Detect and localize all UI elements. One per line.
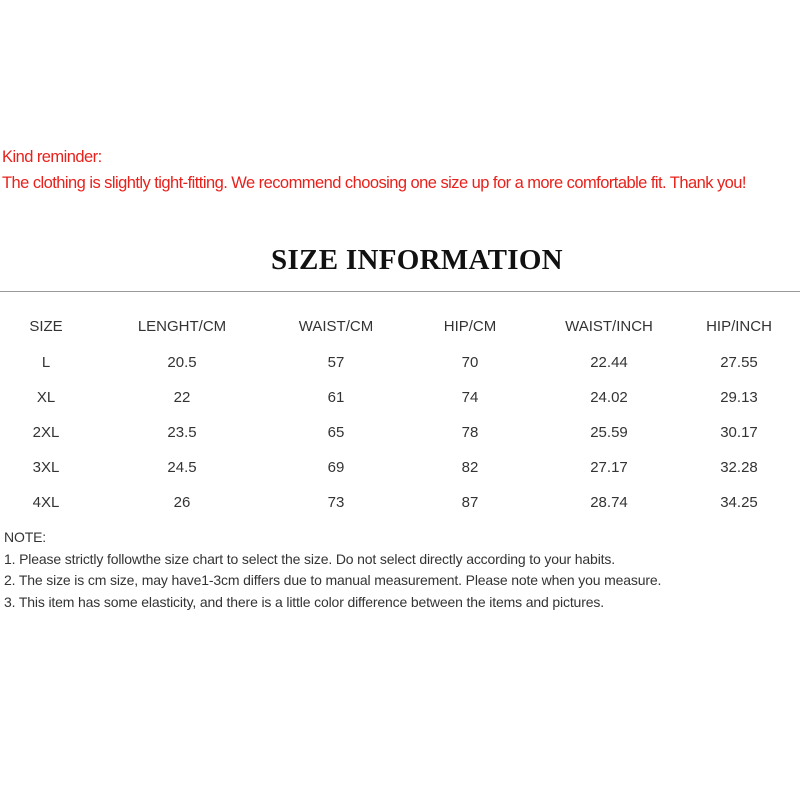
table-row — [0, 450, 800, 485]
table-cell: 34.25 — [720, 494, 758, 511]
table-cell: 61 — [327, 389, 345, 406]
table-cell: 70 — [461, 354, 479, 371]
table-row — [0, 415, 800, 450]
table-row — [0, 345, 800, 380]
table-cell: 22.44 — [590, 354, 628, 371]
table-cell: 2XL — [32, 424, 60, 441]
table-cell: 3XL — [32, 459, 60, 476]
header-cell: HIP/CM — [443, 318, 497, 335]
table-row — [0, 485, 800, 520]
notes-section — [4, 527, 661, 613]
header-cell: LENGHT/CM — [137, 318, 227, 335]
table-cell: 82 — [461, 459, 479, 476]
table-cell: 30.17 — [720, 424, 758, 441]
notes-heading: NOTE: — [4, 529, 47, 545]
header-cell: SIZE — [29, 318, 63, 335]
table-cell: 22 — [173, 389, 191, 406]
table-cell: 29.13 — [720, 389, 758, 406]
kind-reminder — [2, 144, 800, 196]
table-cell: 4XL — [32, 494, 60, 511]
table-row — [0, 380, 800, 415]
table-header-row — [0, 308, 800, 345]
table-cell: 24.02 — [590, 389, 628, 406]
size-table — [0, 308, 800, 520]
reminder-heading: Kind reminder: — [2, 148, 102, 166]
note-item: 2. The size is cm size, may have1-3cm differs due to manual measurement. Please note when you measure. — [4, 572, 662, 588]
table-cell: 23.5 — [167, 424, 197, 441]
title-divider — [0, 291, 800, 292]
table-cell: 27.55 — [720, 354, 758, 371]
reminder-message: The clothing is slightly tight-fitting. We recommend choosing one size up for a more comfortable fit. Thank you! — [2, 174, 746, 192]
table-cell: 69 — [327, 459, 345, 476]
table-cell: 65 — [327, 424, 345, 441]
table-cell: 24.5 — [167, 459, 197, 476]
table-cell: 27.17 — [590, 459, 628, 476]
header-cell: HIP/INCH — [706, 318, 772, 335]
table-cell: 87 — [461, 494, 479, 511]
page-title: SIZE INFORMATION — [271, 244, 563, 276]
table-cell: 20.5 — [167, 354, 197, 371]
table-cell: 57 — [327, 354, 345, 371]
table-cell: 74 — [461, 389, 479, 406]
header-cell: WAIST/INCH — [565, 318, 653, 335]
table-cell: 78 — [461, 424, 479, 441]
table-cell: XL — [36, 389, 56, 406]
table-cell: 32.28 — [720, 459, 758, 476]
header-cell: WAIST/CM — [298, 318, 374, 335]
table-cell: 28.74 — [590, 494, 628, 511]
table-cell: 26 — [173, 494, 191, 511]
note-item: 1. Please strictly followthe size chart to select the size. Do not select directly according to your habits. — [4, 550, 615, 567]
note-item: 3. This item has some elasticity, and there is a little color difference between the items and pictures. — [4, 593, 604, 610]
table-cell: L — [41, 354, 51, 371]
table-cell: 25.59 — [590, 424, 628, 441]
table-cell: 73 — [327, 494, 345, 511]
